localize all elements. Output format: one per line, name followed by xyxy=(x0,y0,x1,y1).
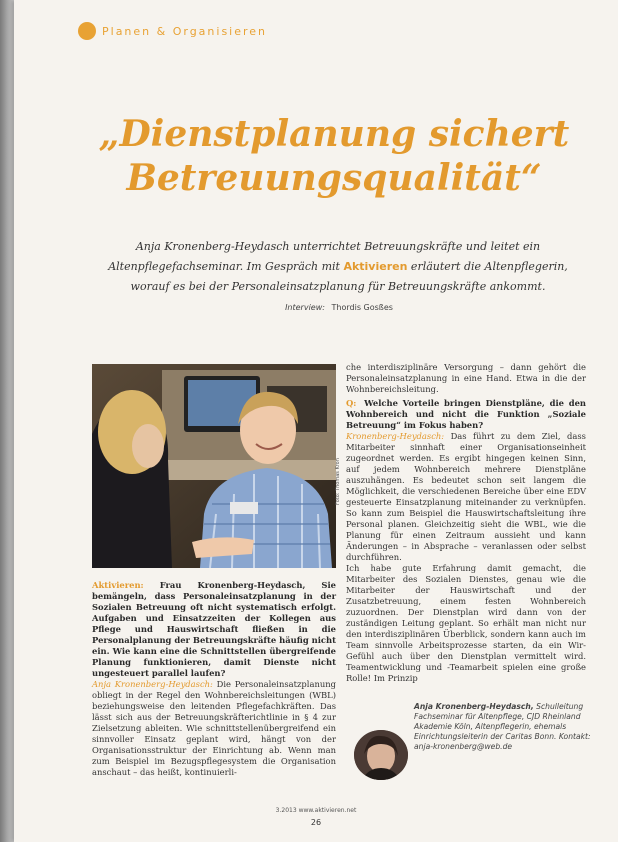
question-1-label: Aktivieren: xyxy=(92,580,144,590)
answer-1-label: Anja Kronenberg-Heydasch: xyxy=(92,679,213,689)
answer-2-text: Das führt zu dem Ziel, dass Mitarbeiter sinnhaft einer Organisationseinheit zugeordnet werden. Es ergibt hingegen keinen Sinn, auf jedem Wohnbereich mehrere Dienstpläne auszuhängen. Es bedeutet schon seit langem die Möglichkeit, die verschiedenen Bereiche über eine EDV gesteuerte Einsatzplanung miteinander zu verknüpfen. So kann zum Beispiel die Hauswirtschaftsleitung ihre Personal planen. Gleichzeitig sieht die WBL, wie die Planung für einen Zeitraum aussieht und kann Änderungen – in Absprache – veranlassen oder selbst durchführen. xyxy=(346,431,586,562)
question-1 xyxy=(92,580,336,679)
bio-details: Schulleitung Fachseminar für Altenpflege, CJD Rheinland Akademie Köln, Altenpflegerin, ehemals Einrichtungsleiterin der Caritas Bonn. Kontakt: anja-kronenberg@web.de xyxy=(414,702,591,751)
photo-credit: Foto: Thomas Kron xyxy=(335,458,341,505)
headline-line-2: Betreuungsqualität“ xyxy=(126,157,542,199)
answer-1-text: Die Personaleinsatzplanung obliegt in der Regel den Wohnbereichsleitungen (WBL) beziehungsweise den leitenden Pflegefachkräften. Das lässt sich aus der Betreuungskräfterichtlinie in § 4 zur Zielsetzung ableiten. Wie schnittstellenübergreifend ein sinnvoller Einsatz geplant wird, hängt von der Organisationsstruktur der Einrichtung ab. Wenn man zum Beispiel im Bezugspflegesystem die Organisation anschaut – das heißt, kontinuierli- xyxy=(92,679,336,777)
paragraph-continued: che interdisziplinäre Versorgung – dann gehört die Personaleinsatzplanung in eine Hand. Etwa in die der Wohnbereichsleitung. xyxy=(346,362,586,394)
answer-2 xyxy=(346,431,586,563)
credit-name: Thordis Gosßes xyxy=(331,303,393,312)
author-bio xyxy=(346,698,596,778)
paragraph-3: Ich habe gute Erfahrung damit gemacht, die Mitarbeiter des Sozialen Dienstes, genau wie die Mitarbeiter der Hauswirtschaft und der Zusatzbetreuung, einem festen Wohnbereich zuzuordnen. Der Dienstplan wird dann von der zuständigen Leitung geplant. So erhält man nicht nur den interdisziplinären Überblick, sondern kann auch im Team sinnvolle Arbeitsprozesse starten, da ein Wir-Gefühl auch über den Dienstplan vermittelt wird. Teamentwicklung und -Teamarbeit spielen eine große Rolle! Im Prinzip xyxy=(346,563,586,683)
bio-text xyxy=(414,702,596,752)
page-binding-edge xyxy=(0,0,14,842)
intro-text-before: Anja Kronenberg-Heydasch unterrichtet Betreuungskräfte und leitet ein Altenpflegefachseminar. Im Gespräch mit xyxy=(108,240,541,273)
name-badge-shape xyxy=(230,502,258,514)
article-intro xyxy=(92,237,584,297)
interview-credit xyxy=(214,303,464,312)
headline-line-1: „Dienstplanung sichert xyxy=(98,113,570,155)
magazine-page xyxy=(14,0,618,842)
footer-url: 3.2013 www.aktivieren.net xyxy=(275,807,357,814)
avatar xyxy=(354,730,408,780)
article-photo xyxy=(92,364,336,568)
question-2 xyxy=(346,398,586,431)
answer-2-label: Kronenberg-Heydasch: xyxy=(346,431,445,441)
column-left xyxy=(92,580,336,778)
bio-name: Anja Kronenberg-Heydasch, xyxy=(414,702,534,711)
section-label: Planen & Organisieren xyxy=(102,24,268,38)
intro-text-after: erläutert die Altenpflegerin, worauf es bei der Personaleinsatzplanung für Betreuungskräfte ankommt. xyxy=(130,260,568,293)
question-2-marker: Q: xyxy=(346,398,357,408)
question-1-text: Frau Kronenberg-Heydasch, Sie bemängeln, dass Personaleinsatzplanung in der Sozialen Betreuung oft nicht systematisch erfolgt. Aufgaben und Einsatzzeiten der Kollegen aus Pflege und Hauswirtschaft fließen in die Personalplanung der Betreuungskräfte häufig nicht ein. Wie kann eine die Schnittstellen übergreifende Planung funktionieren, damit Dienste nicht ungesteuert parallel laufen? xyxy=(92,580,336,678)
column-right xyxy=(346,362,586,684)
page-number: 26 xyxy=(310,818,322,827)
section-tag xyxy=(78,22,267,40)
credit-label: Interview: xyxy=(285,303,325,312)
section-dot-icon xyxy=(78,22,96,40)
brand-name: Aktivieren xyxy=(343,260,408,273)
photo-illustration xyxy=(92,364,336,568)
answer-1 xyxy=(92,679,336,778)
article-headline xyxy=(44,112,618,200)
question-2-text: Welche Vorteile bringen Dienstpläne, die den Wohnbereich und nicht die Funktion „Soziale Betreuung“ im Fokus haben? xyxy=(346,398,586,430)
